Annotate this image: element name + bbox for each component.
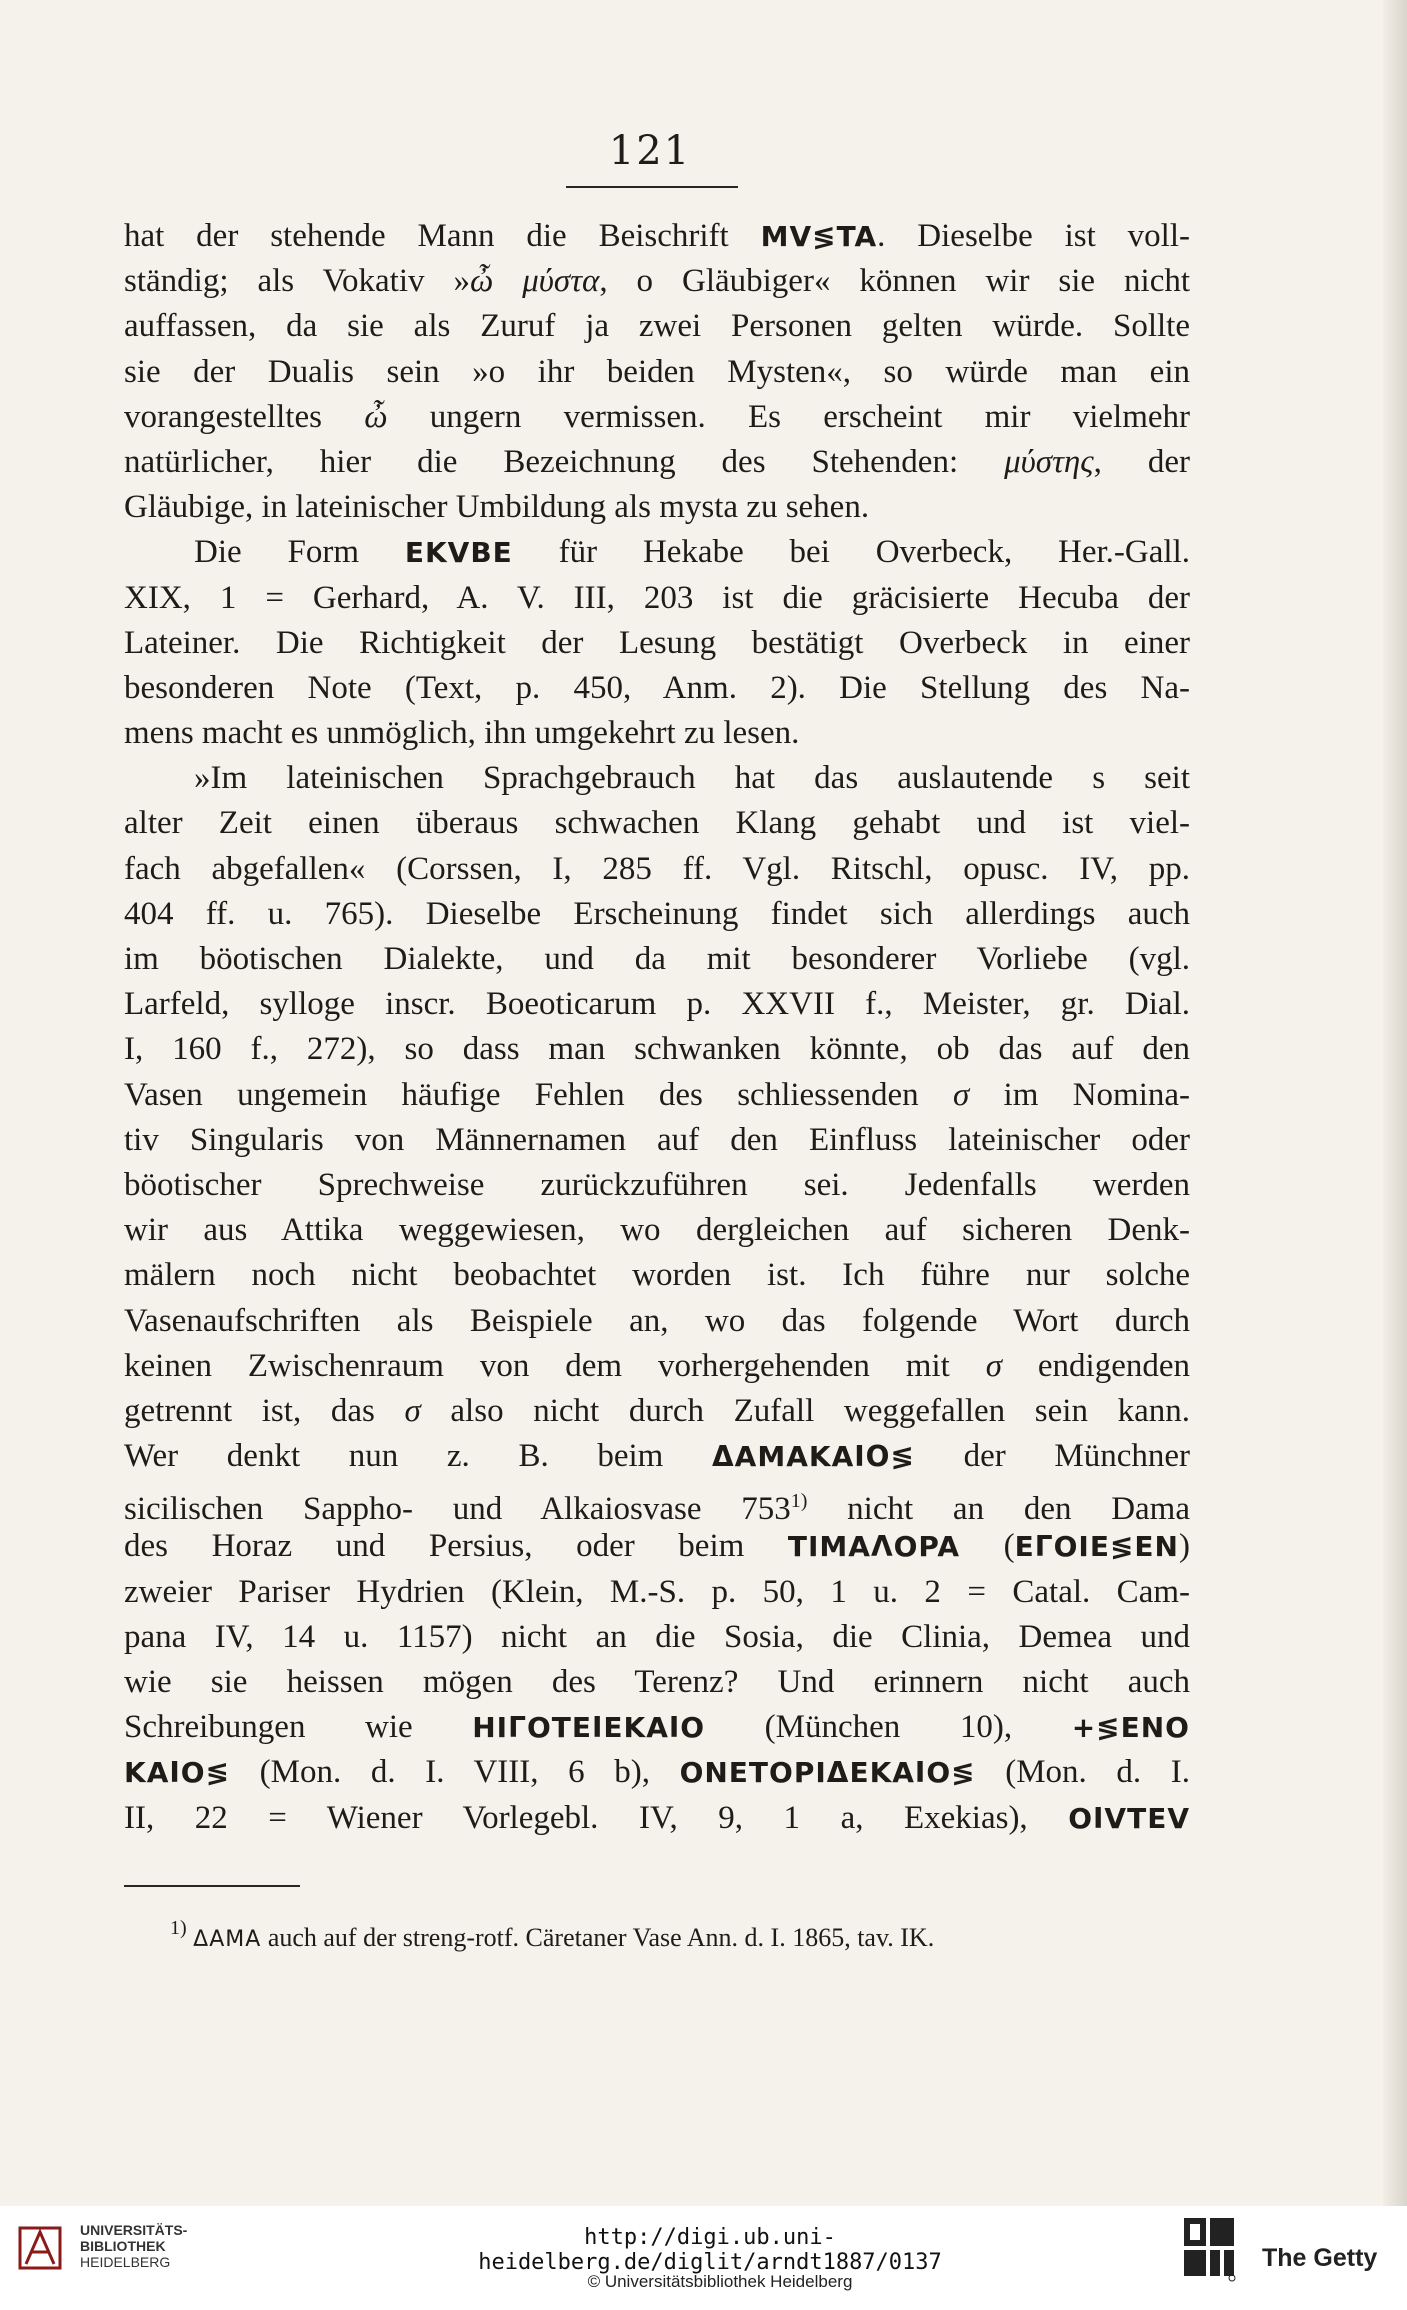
text-run: 404 ff. u. 765). Dieselbe Erscheinung findet sich allerdings auch	[124, 895, 1190, 932]
text-line	[124, 395, 1190, 440]
footnote-text: auch auf der streng-rotf. Cäretaner Vase Ann. d. I. 1865, tav. IK.	[261, 1923, 935, 1952]
institution-line-1: UNIVERSITÄTS-	[80, 2222, 188, 2238]
footnote-rule	[124, 1885, 300, 1887]
footnote-caps: ΔAMA	[193, 1927, 262, 1952]
text-run: zweier Pariser Hydrien (Klein, M.-S. p. 50, 1 u. 2 = Catal. Cam-	[124, 1573, 1190, 1610]
text-run: , der	[1093, 443, 1190, 480]
vase-inscription: ONETOPIΔEKAΙO≶	[679, 1756, 976, 1790]
text-run: wir aus Attika weggewiesen, wo dergleichen auf sicheren Denk-	[124, 1212, 1190, 1249]
text-run: II, 22 = Wiener Vorlegebl. IV, 9, 1 a, Exekias),	[124, 1799, 1069, 1836]
page-edge-shadow	[1383, 0, 1407, 2240]
text-line	[124, 1389, 1190, 1434]
text-run: Vasenaufschriften als Beispiele an, wo das folgende Wort durch	[124, 1302, 1190, 1339]
text-line	[124, 666, 1190, 711]
text-run: XIX, 1 = Gerhard, A. V. III, 203 ist die gräcisierte Hecuba der	[124, 579, 1190, 616]
text-run: (	[960, 1528, 1015, 1565]
vase-inscription: EKVBE	[404, 536, 513, 570]
text-line	[124, 982, 1190, 1027]
text-line	[124, 1479, 1191, 1528]
text-line	[124, 1253, 1190, 1298]
text-line	[124, 1118, 1190, 1163]
text-line	[124, 485, 1190, 530]
text-run: Vasen ungemein häufige Fehlen des schliessenden	[124, 1076, 953, 1113]
footnote-reference: 1)	[790, 1490, 808, 1513]
text-line	[124, 1299, 1190, 1344]
copyright-notice: © Universitätsbibliothek Heidelberg	[587, 2272, 853, 2291]
text-run: der Münchner	[914, 1438, 1190, 1475]
text-run: . Dieselbe ist voll-	[877, 218, 1190, 254]
text-line	[124, 350, 1190, 395]
text-run: getrennt ist, das	[124, 1392, 405, 1429]
vase-inscription: EΓOIE≶EN	[1014, 1530, 1179, 1564]
text-run: (München 10),	[705, 1709, 1072, 1746]
text-line	[124, 1570, 1190, 1615]
text-run: ständig; als Vokativ »	[124, 263, 470, 300]
institution-name	[80, 2222, 187, 2270]
text-run: tiv Singularis von Männernamen auf den Einfluss lateinischer oder	[124, 1121, 1190, 1158]
institution-line-3: HEIDELBERG	[80, 2254, 171, 2270]
text-run: Wer denkt nun z. B. beim	[124, 1438, 712, 1475]
text-run: natürlicher, hier die Bezeichnung des Stehenden:	[124, 443, 1005, 480]
permalink-url[interactable]: http://digi.ub.uni-heidelberg.de/diglit/arndt1887/0137	[478, 2225, 942, 2275]
text-line	[124, 892, 1190, 937]
getty-logo-icon	[1180, 2216, 1238, 2282]
text-run: im Nomina-	[969, 1076, 1190, 1113]
text-line	[124, 756, 1190, 801]
vase-inscription: OΙVTEV	[1068, 1801, 1190, 1835]
text-run: des Horaz und Persius, oder beim	[124, 1528, 788, 1565]
text-run: keinen Zwischenraum von dem vorhergehenden mit	[124, 1347, 986, 1384]
text-line	[124, 576, 1190, 621]
text-line	[124, 1660, 1190, 1705]
greek-word: σ	[404, 1392, 421, 1429]
footnote-marker: 1)	[170, 1917, 187, 1939]
text-run: )	[1179, 1528, 1190, 1565]
university-library-logo-icon	[18, 2224, 62, 2272]
text-run: Larfeld, sylloge inscr. Boeoticarum p. XXVII f., Meister, gr. Dial.	[124, 986, 1190, 1023]
text-run: Schreibungen wie	[124, 1709, 473, 1746]
text-line	[124, 621, 1190, 666]
institution-line-2: BIBLIOTHEK	[80, 2238, 166, 2254]
text-line	[124, 937, 1190, 982]
header-rule	[566, 186, 738, 188]
text-run: auffassen, da sie als Zuruf ja zwei Personen gelten würde. Sollte	[124, 308, 1190, 345]
text-line	[124, 440, 1190, 485]
text-run: Die Form	[194, 534, 405, 571]
text-line	[124, 847, 1190, 892]
text-run: , o Gläubiger« können wir sie nicht	[599, 263, 1191, 300]
greek-word: ὦ	[364, 398, 388, 435]
text-line	[124, 304, 1190, 349]
text-line	[124, 1796, 1190, 1841]
text-line	[124, 530, 1190, 575]
text-run: für Hekabe bei Overbeck, Her.-Gall.	[512, 534, 1190, 571]
text-line	[124, 1073, 1190, 1118]
text-run: fach abgefallen« (Corssen, I, 285 ff. Vgl. Ritschl, opusc. IV, pp.	[124, 850, 1190, 887]
vase-inscription: KAΙO≶	[124, 1756, 231, 1790]
text-line	[124, 801, 1190, 846]
greek-word: σ	[985, 1347, 1002, 1384]
greek-word: μύστης	[1004, 443, 1094, 480]
text-line	[124, 214, 1190, 259]
text-line	[124, 1344, 1190, 1389]
text-line	[124, 1208, 1190, 1253]
text-line	[124, 711, 1190, 756]
text-run: I, 160 f., 272), so dass man schwanken könnte, ob das auf den	[124, 1031, 1190, 1068]
footnote	[170, 1910, 1190, 1958]
text-run: ungern vermissen. Es erscheint mir vielmehr	[387, 398, 1190, 435]
text-line	[124, 1434, 1190, 1479]
text-run: Gläubige, in lateinischer Umbildung als mysta zu sehen.	[124, 489, 870, 526]
vase-inscription: ΔAMAKAΙΟ≶	[712, 1440, 915, 1474]
text-run: sie der Dualis sein »o ihr beiden Mysten«, so würde man ein	[124, 353, 1190, 390]
vase-inscription: +≶ENO	[1071, 1711, 1190, 1745]
text-run: Lateiner. Die Richtigkeit der Lesung bestätigt Overbeck in einer	[124, 624, 1190, 661]
text-line	[124, 1615, 1190, 1660]
text-run: endigenden	[1002, 1347, 1191, 1384]
body-text	[124, 214, 1190, 1841]
vase-inscription: TIMAΛOPA	[787, 1530, 961, 1564]
greek-word: σ	[952, 1076, 970, 1113]
text-line	[124, 1163, 1190, 1208]
text-run: »Im lateinischen Sprachgebrauch hat das auslautende s seit	[194, 760, 1190, 797]
text-run: pana IV, 14 u. 1157) nicht an die Sosia, die Clinia, Demea und	[124, 1618, 1190, 1655]
text-line	[124, 1705, 1190, 1750]
text-line	[124, 259, 1190, 304]
text-line	[124, 1027, 1190, 1072]
text-run: (Mon. d. I. VIII, 6 b),	[230, 1754, 680, 1791]
text-line	[124, 1750, 1190, 1795]
text-run: hat der stehende Mann die Beischrift	[124, 218, 761, 254]
vase-inscription: MV≶TA	[760, 220, 878, 253]
text-run: mälern noch nicht beobachtet worden ist. Ich führe nur solche	[124, 1257, 1190, 1294]
text-run: im böotischen Dialekte, und da mit besonderer Vorliebe (vgl.	[124, 941, 1190, 977]
vase-inscription: HIΓOTEΙEKAΙO	[472, 1711, 706, 1745]
text-run: böotischer Sprechweise zurückzuführen sei. Jedenfalls werden	[124, 1166, 1190, 1203]
page-number: 121	[608, 128, 692, 174]
text-run: mens macht es unmöglich, ihn umgekehrt zu lesen.	[124, 715, 800, 752]
text-run: sicilischen Sappho- und Alkaiosvase 753	[124, 1491, 791, 1528]
text-run: nicht an den Dama	[807, 1491, 1191, 1528]
text-run: wie sie heissen mögen des Terenz? Und erinnern nicht auch	[124, 1664, 1190, 1700]
text-run: also nicht durch Zufall weggefallen sein kann.	[420, 1392, 1190, 1429]
text-run: (Mon. d. I.	[975, 1754, 1191, 1791]
text-run: besonderen Note (Text, p. 450, Anm. 2). Die Stellung des Na-	[124, 669, 1190, 706]
text-run: vorangestelltes	[124, 398, 365, 435]
text-line	[124, 1524, 1190, 1569]
greek-word: ὦ μύστα	[469, 263, 600, 300]
text-run: alter Zeit einen überaus schwachen Klang gehabt und ist viel-	[124, 805, 1190, 842]
getty-partner-name: The Getty	[1262, 2244, 1378, 2272]
